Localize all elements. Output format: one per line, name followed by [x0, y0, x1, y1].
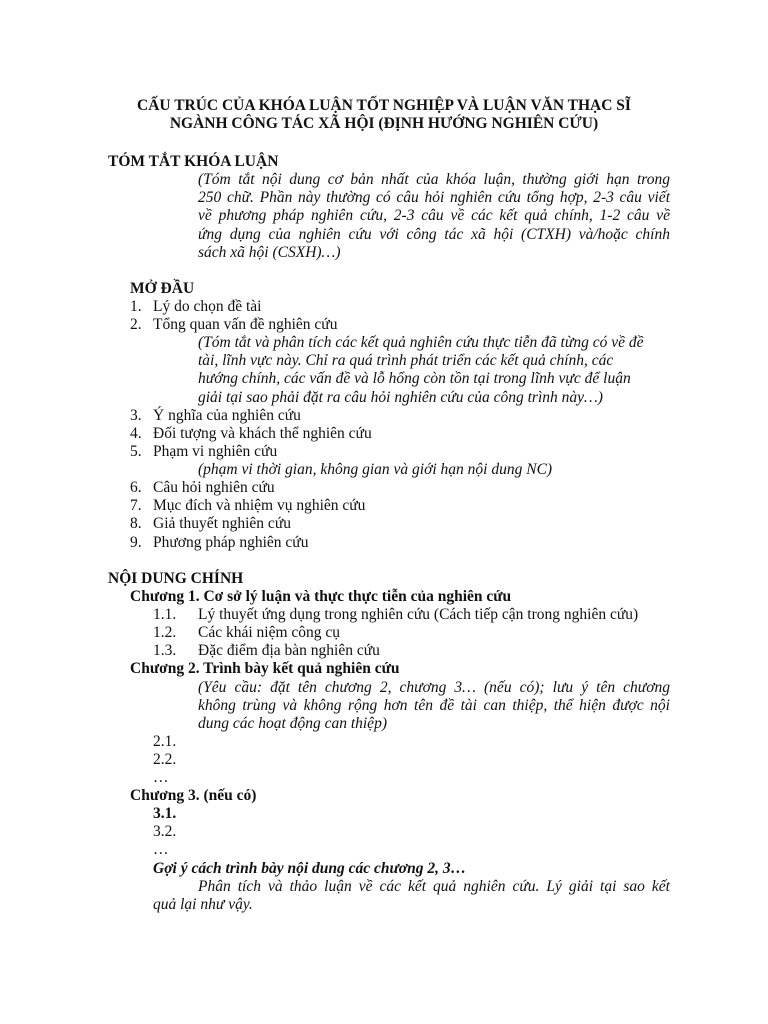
intro-item-5: Phạm vi nghiên cứu: [153, 443, 278, 460]
intro-item-8: Giả thuyết nghiên cứu: [153, 515, 291, 532]
intro-item-number: 7.: [130, 497, 142, 514]
summary-note-line: ứng dụng của nghiên cứu với công tác xã hội (CTXH) và/hoặc chính: [198, 225, 670, 243]
intro-heading: MỞ ĐẦU: [130, 280, 195, 297]
suggestion-line: Phân tích và thảo luận về các kết quả nghiên cứu. Lý giải tại sao kết: [198, 878, 670, 895]
chapter-2-title: Chương 2. Trình bày kết quả nghiên cứu: [130, 660, 400, 677]
intro-item-number: 1.: [130, 298, 142, 315]
suggestion-heading: Gợi ý cách trình bày nội dung các chương 2, 3…: [153, 860, 467, 877]
summary-note: [198, 171, 670, 262]
summary-note-line: 250 chữ. Phần này thường có câu hỏi nghiên cứu tổng hợp, 2-3 câu viết: [198, 189, 670, 207]
chapter-1-item-number: 1.3.: [153, 642, 177, 659]
intro-item-number: 2.: [130, 316, 142, 333]
chapter-1-item-1: Lý thuyết ứng dụng trong nghiên cứu (Cách tiếp cận trong nghiên cứu): [198, 606, 639, 623]
suggestion-text: [153, 878, 670, 914]
chapter-3-item-2: 3.2.: [153, 823, 177, 840]
chapter-3-ellipsis: …: [153, 841, 169, 858]
chapter-2-item-1: 2.1.: [153, 733, 177, 750]
intro-note-line: tài, lĩnh vực này. Chỉ ra quá trình phát triển các kết quả chính, các: [198, 352, 614, 370]
chapter-2-note-line: dung các hoạt động can thiệp): [198, 715, 387, 733]
intro-item-4: Đối tượng và khách thể nghiên cứu: [153, 425, 372, 442]
intro-item-6: Câu hỏi nghiên cứu: [153, 479, 275, 496]
intro-item-1: Lý do chọn đề tài: [153, 298, 262, 315]
summary-note-line: sách xã hội (CSXH)…): [198, 243, 341, 261]
chapter-2-note-line: (Yêu cầu: đặt tên chương 2, chương 3… (nếu có); lưu ý tên chương: [198, 679, 670, 696]
summary-note-line: về phương pháp nghiên cứu, 2-3 câu về các kết quả chính, 1-2 câu về: [198, 207, 670, 225]
chapter-1-item-2: Các khái niệm công cụ: [198, 624, 341, 641]
chapter-2-ellipsis: …: [153, 769, 169, 786]
intro-note-line: hướng chính, các vấn đề và lỗ hổng còn tồn tại trong lĩnh vực để luận: [198, 370, 631, 388]
document-title-line-1: CẤU TRÚC CỦA KHÓA LUẬN TỐT NGHIỆP VÀ LUẬN VĂN THẠC SĨ: [137, 97, 631, 114]
document-title-line-2: NGÀNH CÔNG TÁC XÃ HỘI (ĐỊNH HƯỚNG NGHIÊN CỨU): [169, 115, 599, 132]
intro-item-number: 4.: [130, 425, 142, 442]
intro-item-2-note: [198, 334, 668, 407]
intro-item-number: 3.: [130, 407, 142, 424]
chapter-1-item-3: Đặc điểm địa bàn nghiên cứu: [198, 642, 380, 659]
intro-item-number: 8.: [130, 515, 142, 532]
intro-item-number: 6.: [130, 479, 142, 496]
intro-item-3: Ý nghĩa của nghiên cứu: [153, 407, 301, 424]
intro-note-line: (Tóm tắt và phân tích các kết quả nghiên cứu thực tiễn đã từng có về đề: [198, 334, 644, 351]
intro-item-7: Mục đích và nhiệm vụ nghiên cứu: [153, 497, 366, 514]
chapter-2-note: [198, 679, 670, 734]
chapter-1-item-number: 1.1.: [153, 606, 177, 623]
chapter-1-item-number: 1.2.: [153, 624, 177, 641]
intro-item-5-note: (phạm vi thời gian, không gian và giới hạn nội dung NC): [198, 461, 553, 478]
suggestion-line: quả lại như vậy.: [153, 896, 253, 914]
intro-item-number: 5.: [130, 443, 142, 460]
intro-item-9: Phương pháp nghiên cứu: [153, 534, 309, 551]
chapter-3-title: Chương 3. (nếu có): [130, 787, 257, 804]
summary-heading: TÓM TẮT KHÓA LUẬN: [108, 153, 279, 170]
intro-note-line: giải tại sao phải đặt ra câu hỏi nghiên cứu của công trình này…): [198, 388, 603, 406]
intro-item-2: Tổng quan vấn đề nghiên cứu: [153, 316, 338, 333]
chapter-3-item-1: 3.1.: [153, 805, 177, 822]
summary-note-line: (Tóm tắt nội dung cơ bản nhất của khóa luận, thường giới hạn trong: [198, 171, 670, 188]
chapter-2-note-line: không trùng và không rộng hơn tên đề tài can thiệp, thể hiện được nội: [198, 697, 670, 715]
chapter-1-title: Chương 1. Cơ sở lý luận và thực thực tiễn của nghiên cứu: [130, 588, 512, 605]
intro-item-number: 9.: [130, 534, 142, 551]
main-content-heading: NỘI DUNG CHÍNH: [108, 570, 244, 587]
chapter-2-item-2: 2.2.: [153, 751, 177, 768]
